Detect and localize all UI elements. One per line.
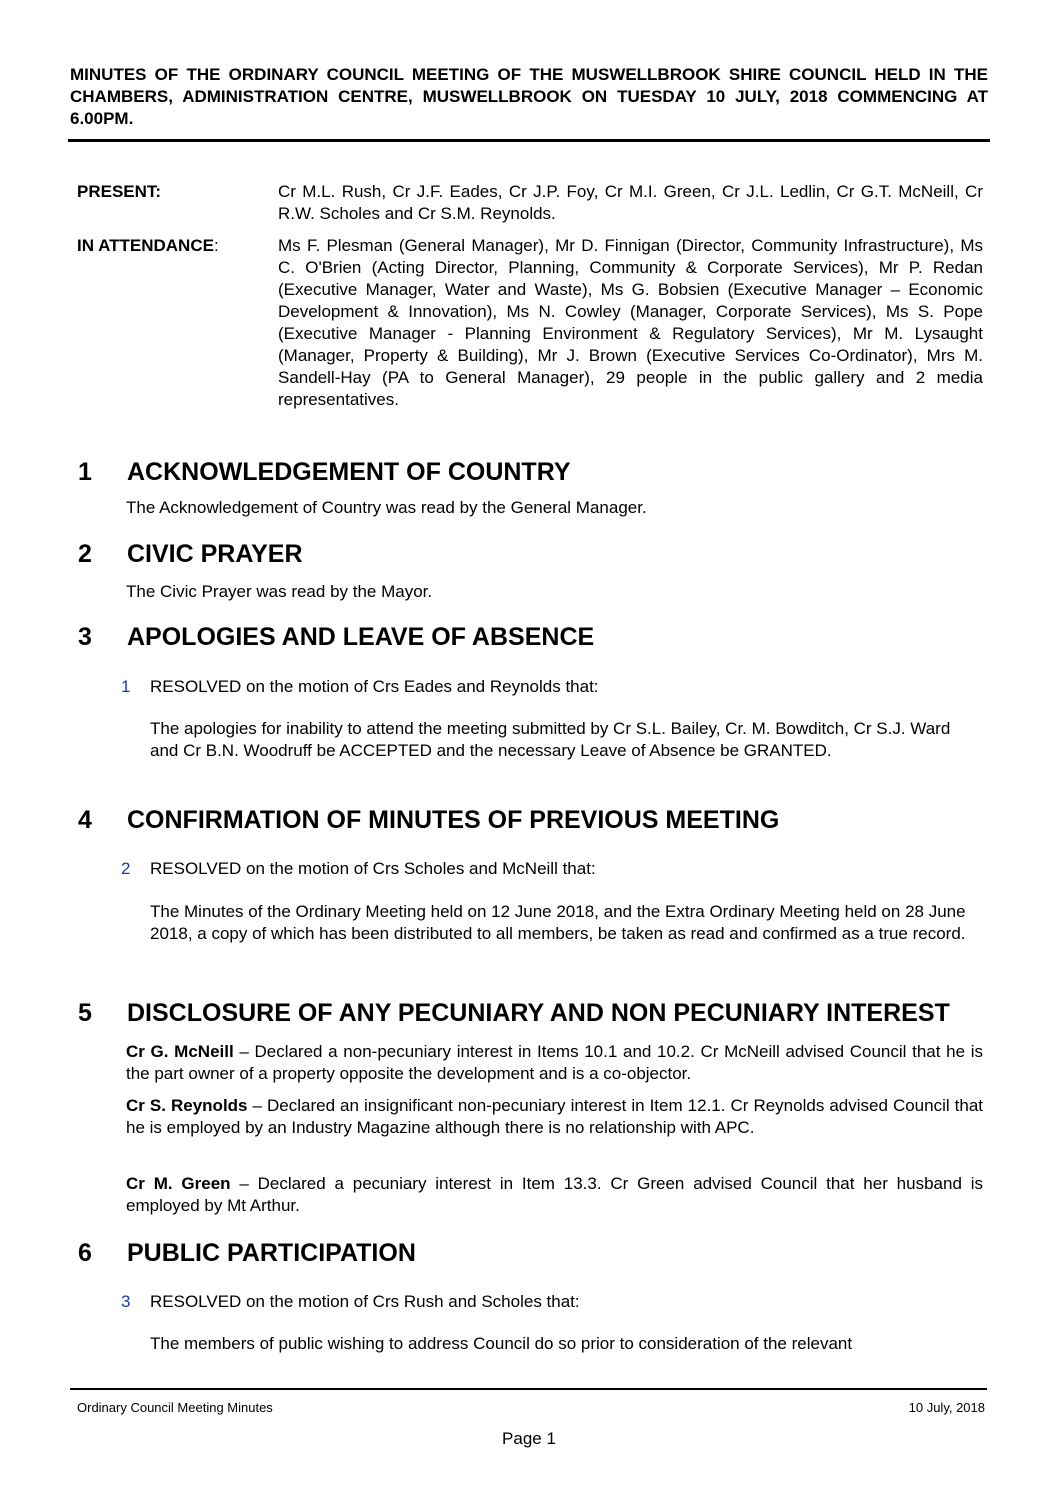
attendance-text: Ms F. Plesman (General Manager), Mr D. Finnigan (Director, Community Infrastructure), Ms C. O'Brien (Acting Director, Planning, Community & Corporate Services), Mr P. Redan (Executive Manager, Water and Waste), Ms G. Bobsien (Executive Manager – Economic Development & Innovation), Ms N. Cowley (Manager, Corporate Services), Ms S. Pope (Executive Manager - Planning Environment & Regulatory Services), Mr M. Lysaught (Manager, Property & Building), Mr J. Brown (Executive Services Co-Ordinator), Mrs M. Sandell-Hay (PA to General Manager), 29 people in the public gallery and 2 media representatives. <box>278 236 983 409</box>
section-5-number: 5 <box>78 999 92 1027</box>
section-1-heading: ACKNOWLEDGEMENT OF COUNTRY <box>127 458 571 486</box>
disclosure-reynolds: Cr S. Reynolds – Declared an insignificant non-pecuniary interest in Item 12.1. Cr Reynolds advised Council that he is employed by an Industry Magazine although there is no relationship with APC. <box>126 1096 984 1137</box>
section-1-number: 1 <box>78 458 92 486</box>
section-2-number: 2 <box>78 540 92 568</box>
section-6-heading: PUBLIC PARTICIPATION <box>127 1239 416 1267</box>
section-6-number: 6 <box>78 1239 92 1267</box>
footer-date: 10 July, 2018 <box>908 1400 985 1415</box>
document-title: MINUTES OF THE ORDINARY COUNCIL MEETING OF THE MUSWELLBROOK SHIRE COUNCIL HELD IN THE CHAMBERS, ADMINISTRATION CENTRE, MUSWELLBROOK ON TUESDAY 10 JULY, 2018 COMMENCING AT 6.00PM. <box>70 65 988 128</box>
footer-document-name: Ordinary Council Meeting Minutes <box>77 1400 273 1415</box>
resolution-body: The members of public wishing to address Council do so prior to consideration of the relevant <box>150 1334 853 1353</box>
footer-divider <box>70 1388 987 1390</box>
disclosure-green: Cr M. Green – Declared a pecuniary interest in Item 13.3. Cr Green advised Council that her husband is employed by Mt Arthur. <box>126 1174 984 1215</box>
section-2-heading: CIVIC PRAYER <box>127 540 303 568</box>
disclosure-mcneill: Cr G. McNeill – Declared a non-pecuniary interest in Items 10.1 and 10.2. Cr McNeill advised Council that he is the part owner of a property opposite the development and is a co-objector. <box>126 1042 983 1083</box>
section-3-number: 3 <box>78 623 92 651</box>
present-text: Cr M.L. Rush, Cr J.F. Eades, Cr J.P. Foy, Cr M.I. Green, Cr J.L. Ledlin, Cr G.T. McNeill, Cr R.W. Scholes and Cr S.M. Reynolds. <box>278 182 983 223</box>
resolution-number: 1 <box>121 677 131 696</box>
section-4-heading: CONFIRMATION OF MINUTES OF PREVIOUS MEETING <box>127 806 780 834</box>
section-3-heading: APOLOGIES AND LEAVE OF ABSENCE <box>127 623 595 651</box>
resolution-text: RESOLVED on the motion of Crs Scholes and McNeill that: <box>150 859 596 878</box>
page-number: Page 1 <box>502 1429 556 1448</box>
resolution-body: The apologies for inability to attend the meeting submitted by Cr S.L. Bailey, Cr. M. Bowditch, Cr S.J. Ward and Cr B.N. Woodruff be ACCEPTED and the necessary Leave of Absence be GRANTED. <box>150 719 951 760</box>
resolution-number: 2 <box>121 859 131 878</box>
resolution-text: RESOLVED on the motion of Crs Eades and Reynolds that: <box>150 677 599 696</box>
section-1-text: The Acknowledgement of Country was read by the General Manager. <box>126 498 647 517</box>
title-divider <box>68 139 990 142</box>
present-label: PRESENT: <box>77 182 162 201</box>
section-2-text: The Civic Prayer was read by the Mayor. <box>126 582 433 601</box>
section-4-number: 4 <box>78 806 92 834</box>
resolution-number: 3 <box>121 1292 131 1311</box>
resolution-body: The Minutes of the Ordinary Meeting held on 12 June 2018, and the Extra Ordinary Meeting held on 28 June 2018, a copy of which has been distributed to all members, be taken as read and confirmed as a true record. <box>150 902 966 943</box>
resolution-text: RESOLVED on the motion of Crs Rush and Scholes that: <box>150 1292 580 1311</box>
attendance-label: IN ATTENDANCE: <box>77 236 219 255</box>
section-5-heading: DISCLOSURE OF ANY PECUNIARY AND NON PECUNIARY INTEREST <box>127 999 950 1027</box>
